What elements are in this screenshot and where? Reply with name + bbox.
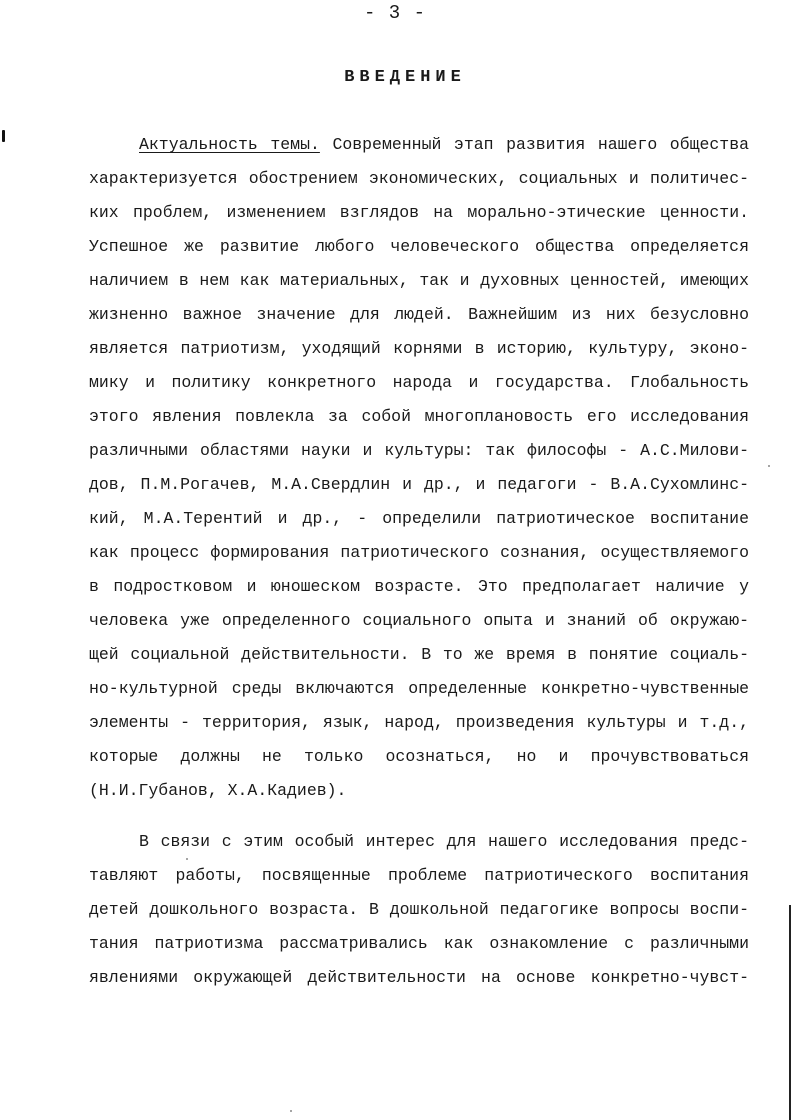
paragraph-line: элементы - территория, язык, народ, произведения культуры и т.д., [89,713,749,732]
paragraph-line: как процесс формирования патриотического сознания, осуществляемого [89,543,749,562]
paragraph-line: в подростковом и юношеском возрасте. Это предполагает наличие у [89,577,749,596]
paragraph-line: тания патриотизма рассматривались как ознакомление с различными [89,934,749,953]
paragraph-line [89,825,749,859]
paragraph-line: этого явления повлекла за собой многоплановость его исследования [89,407,749,426]
paragraph-line: ких проблем, изменением взглядов на морально-этические ценности. [89,203,749,222]
paragraph-line: характеризуется обострением экономических, социальных и политичес- [89,169,749,188]
paragraph-line: (Н.И.Губанов, Х.А.Кадиев). [89,781,347,800]
paragraph-line: различными областями науки и культуры: так философы - А.С.Милови- [89,441,749,460]
topic-relevance-label: Актуальность темы. [139,135,320,154]
paragraph-line: которые должны не только осознаться, но и прочувствоваться [89,747,749,766]
paragraph-line [89,128,749,162]
margin-mark [2,130,5,142]
line-text: В связи с этим особый интерес для нашего исследования предс- [139,832,749,851]
page-number: - 3 - [363,2,426,24]
paragraph-line: человека уже определенного социального опыта и знаний об окружаю- [89,611,749,630]
paragraph-line: жизненно важное значение для людей. Важнейшим из них безусловно [89,305,749,324]
paragraph-line: детей дошкольного возраста. В дошкольной педагогике вопросы воспи- [89,900,749,919]
paragraph-line: кий, М.А.Терентий и др., - определили патриотическое воспитание [89,509,749,528]
paragraph-line: Успешное же развитие любого человеческого общества определяется [89,237,749,256]
paragraph-line: тавляют работы, посвященные проблеме патриотического воспитания [89,866,749,885]
paragraph-line: является патриотизм, уходящий корнями в историю, культуру, эконо- [89,339,749,358]
scan-speck [290,1110,292,1112]
scan-speck [768,465,770,467]
line-text: Современный этап развития нашего общества [332,135,750,154]
paragraph-line: дов, П.М.Рогачев, М.А.Свердлин и др., и педагоги - В.А.Сухомлинс- [89,475,749,494]
paragraph-line: но-культурной среды включаются определенные конкретно-чувственные [89,679,749,698]
section-heading: ВВЕДЕНИЕ [344,68,466,87]
paragraph-line: мику и политику конкретного народа и государства. Глобальность [89,373,749,392]
scan-edge-line [789,905,791,1120]
paragraph-line: щей социальной действительности. В то же время в понятие социаль- [89,645,749,664]
paragraph-line: наличием в нем как материальных, так и духовных ценностей, имеющих [89,271,749,290]
paragraph-line: явлениями окружающей действительности на основе конкретно-чувст- [89,968,749,987]
